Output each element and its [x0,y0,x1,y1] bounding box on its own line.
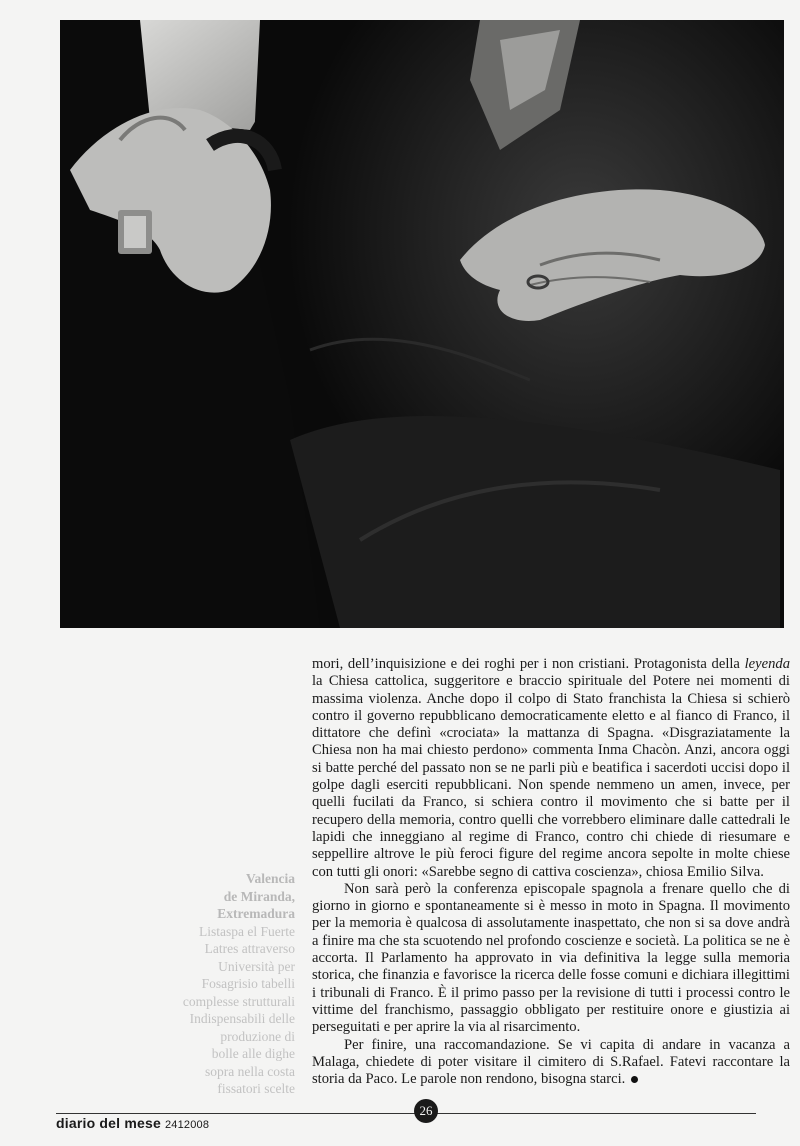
bleed-line: Listaspa el Fuerte [199,923,295,939]
bleed-line: fissatori scelte [217,1081,295,1096]
bleed-line: de Miranda, [223,888,295,904]
article-photo [60,20,784,628]
footer-rule [56,1113,756,1114]
bleed-line: Università per [218,958,295,974]
bleed-through-caption [135,870,295,1098]
photo-hands-icon [60,20,784,628]
issue-number: 2412008 [164,1119,210,1131]
publication-title: diario del mese [56,1115,161,1131]
article-paragraph-2: Non sarà però la conferenza episcopale spagnola a frenare quello che di giorno in giorno e spontaneamente si è messo in moto in Spagna. Il movimento per la memoria è qualcosa di assolutamente inaspettato, che non si sa dove andrà a finire ma che sta scuotendo nel profondo coscienze e società. La politica se ne è accorta. Il Parlamento ha approvato in via definitiva la legge sulla memoria storica, che finanzia e favorisce la ricerca delle fosse comuni e dichiara illegittimi i tribunali di Franco. È il primo passo per la revisione di tutti i processi contro le vittime del franchismo, passaggio obbligato per restituire onore e giustizia ai perseguitati e per aprire la via al risarcimento. [312,880,790,1036]
article-paragraph-1: mori, dell’inquisizione e dei roghi per i non cristiani. Protagonista della leyenda la Chiesa cattolica, suggeritore e braccio spirituale del Potere nei momenti di massima violenza. Anche dopo il colpo di Stato franchista la Chiesa si schierò contro il governo repubblicano democraticamente eletto e al fianco di Franco, il dittatore che definì «crociata» la mattanza di Spagna. «Disgraziatamente la Chiesa non ha mai chiesto perdono» commenta Inma Chacòn. Anzi, ancora oggi si batte perché del passato non se ne parli più e beatifica i sacerdoti uccisi dopo il golpe dagli eserciti repubblicani. Non spende nemmeno un amen, invece, per quelli fucilati da Franco, si schiera contro il movimento che si batte per il recupero della memoria, contro quelli che vorrebbero eliminare dalle cattedrali le lapidi che inneggiano al regime di Franco, contro chi chiede di riesumare e seppellire altrove le più feroci figure del regime ancora sepolte in molte chiese con tutti gli onori: «Sarebbe segno di cattiva coscienza», chiosa Emilio Silva. [312,656,790,880]
article-paragraph-3-text: Per finire, una raccomandazione. Se vi capita di andare in vacanza a Malaga, chiedete di poter visitare il cimitero di S.Rafael. Fatevi raccontare la storia da Paco. Le parole non rendono, bisogna starci. [312,1036,790,1088]
publication-name [56,1115,209,1131]
bleed-line: Indispensabili delle [189,1011,295,1026]
end-of-article-bullet-icon [631,1076,638,1083]
bleed-line: bolle alle dighe [211,1046,295,1061]
bleed-line: produzione di [220,1028,295,1044]
bleed-line: complesse strutturali [182,993,295,1009]
italic-word: leyenda [744,656,790,672]
page-number: 26 [414,1099,438,1123]
bleed-line: Latres attraverso [204,941,295,956]
article-body [312,656,790,1088]
page-footer [56,1098,756,1131]
bleed-line: Extremadura [217,906,295,921]
bleed-line: sopra nella costa [205,1063,295,1079]
article-paragraph-3 [312,1037,790,1089]
bleed-line: Fosagrisio tabelli [201,976,295,991]
bleed-line: Valencia [245,871,295,886]
